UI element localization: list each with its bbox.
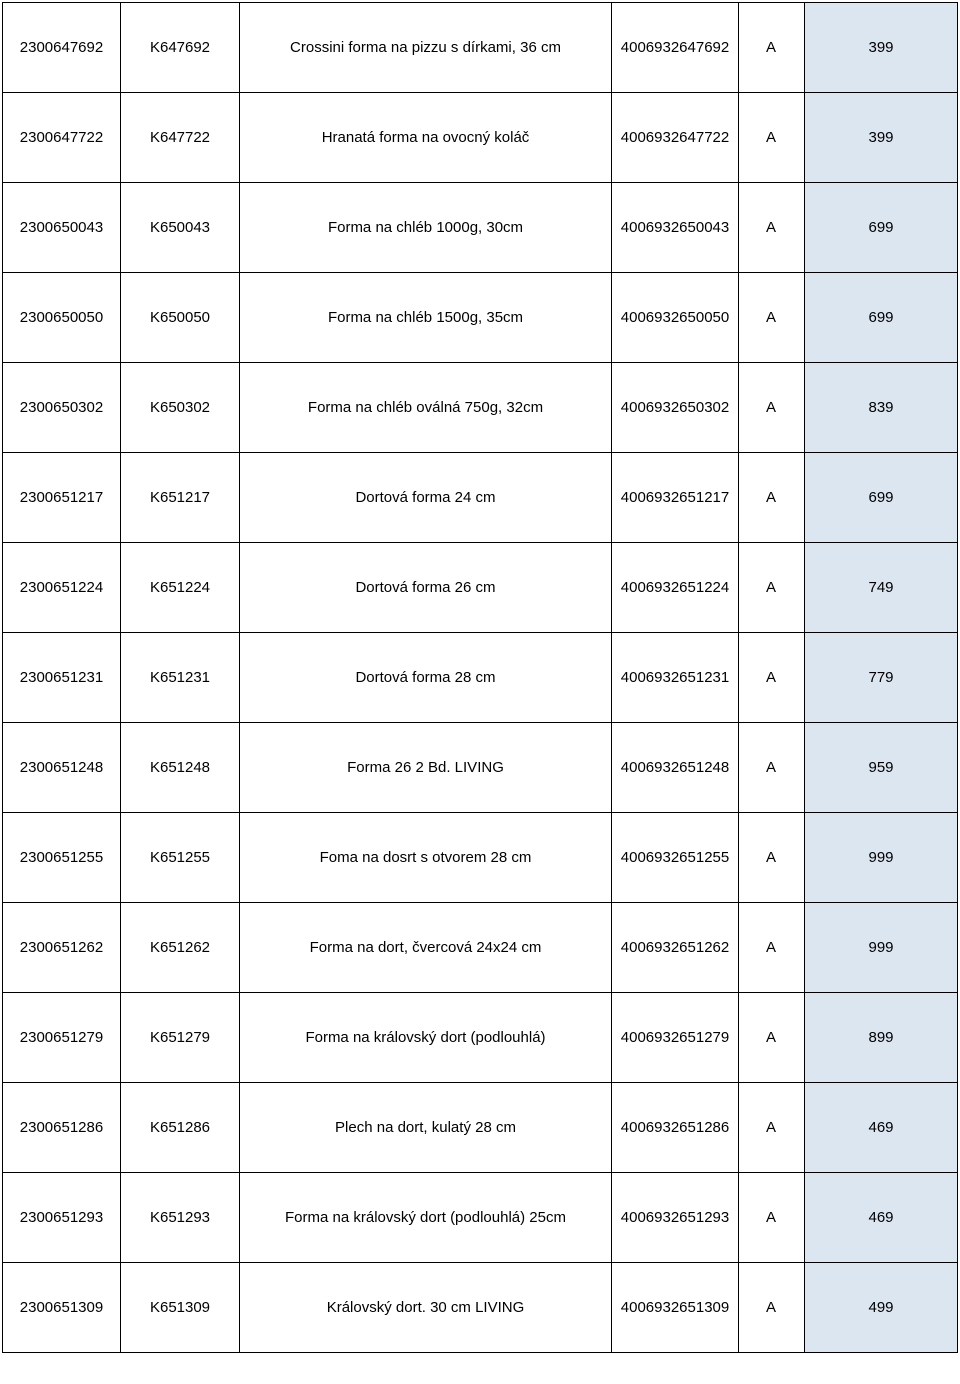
product-name-cell: Forma na chléb 1500g, 35cm [240, 273, 612, 363]
category-cell: A [739, 1083, 805, 1173]
product-name-cell: Forma na královský dort (podlouhlá) [240, 993, 612, 1083]
item-code-cell: 2300651255 [3, 813, 121, 903]
category-cell: A [739, 543, 805, 633]
price-cell: 399 [805, 93, 958, 183]
ref-code-cell: K650302 [121, 363, 240, 453]
item-code-cell: 2300650302 [3, 363, 121, 453]
price-cell: 699 [805, 453, 958, 543]
product-name-cell: Dortová forma 24 cm [240, 453, 612, 543]
ean-cell: 4006932651217 [612, 453, 739, 543]
category-cell: A [739, 273, 805, 363]
ean-cell: 4006932650302 [612, 363, 739, 453]
product-name-cell: Forma 26 2 Bd. LIVING [240, 723, 612, 813]
table-row [3, 1173, 958, 1263]
ref-code-cell: K650043 [121, 183, 240, 273]
ref-code-cell: K647692 [121, 3, 240, 93]
price-cell: 399 [805, 3, 958, 93]
item-code-cell: 2300650050 [3, 273, 121, 363]
ean-cell: 4006932651248 [612, 723, 739, 813]
category-cell: A [739, 1263, 805, 1353]
product-name-cell: Forma na královský dort (podlouhlá) 25cm [240, 1173, 612, 1263]
price-cell: 749 [805, 543, 958, 633]
price-cell: 999 [805, 813, 958, 903]
price-cell: 469 [805, 1173, 958, 1263]
item-code-cell: 2300647722 [3, 93, 121, 183]
category-cell: A [739, 363, 805, 453]
item-code-cell: 2300651293 [3, 1173, 121, 1263]
table-row [3, 903, 958, 993]
category-cell: A [739, 723, 805, 813]
ref-code-cell: K650050 [121, 273, 240, 363]
table-row [3, 723, 958, 813]
category-cell: A [739, 903, 805, 993]
table-row [3, 453, 958, 543]
table-row [3, 93, 958, 183]
category-cell: A [739, 813, 805, 903]
product-name-cell: Hranatá forma na ovocný koláč [240, 93, 612, 183]
table-row [3, 813, 958, 903]
ean-cell: 4006932651309 [612, 1263, 739, 1353]
product-name-cell: Crossini forma na pizzu s dírkami, 36 cm [240, 3, 612, 93]
item-code-cell: 2300651286 [3, 1083, 121, 1173]
ref-code-cell: K651286 [121, 1083, 240, 1173]
ref-code-cell: K651248 [121, 723, 240, 813]
price-cell: 999 [805, 903, 958, 993]
table-row [3, 1263, 958, 1353]
ean-cell: 4006932651286 [612, 1083, 739, 1173]
table-row [3, 3, 958, 93]
table-row [3, 363, 958, 453]
table-row [3, 543, 958, 633]
ean-cell: 4006932650050 [612, 273, 739, 363]
item-code-cell: 2300650043 [3, 183, 121, 273]
price-table [2, 2, 958, 1353]
item-code-cell: 2300651224 [3, 543, 121, 633]
item-code-cell: 2300651231 [3, 633, 121, 723]
ean-cell: 4006932651255 [612, 813, 739, 903]
ref-code-cell: K651262 [121, 903, 240, 993]
ean-cell: 4006932651224 [612, 543, 739, 633]
table-row [3, 993, 958, 1083]
price-cell: 469 [805, 1083, 958, 1173]
price-list-sheet [2, 2, 958, 1353]
ean-cell: 4006932647722 [612, 93, 739, 183]
item-code-cell: 2300651217 [3, 453, 121, 543]
price-cell: 699 [805, 183, 958, 273]
ref-code-cell: K651309 [121, 1263, 240, 1353]
item-code-cell: 2300651279 [3, 993, 121, 1083]
ref-code-cell: K651224 [121, 543, 240, 633]
category-cell: A [739, 183, 805, 273]
category-cell: A [739, 633, 805, 723]
ref-code-cell: K651231 [121, 633, 240, 723]
ean-cell: 4006932651293 [612, 1173, 739, 1263]
price-cell: 779 [805, 633, 958, 723]
price-cell: 959 [805, 723, 958, 813]
category-cell: A [739, 453, 805, 543]
ref-code-cell: K647722 [121, 93, 240, 183]
ean-cell: 4006932651279 [612, 993, 739, 1083]
category-cell: A [739, 993, 805, 1083]
table-row [3, 633, 958, 723]
product-name-cell: Forma na dort, čvercová 24x24 cm [240, 903, 612, 993]
product-name-cell: Plech na dort, kulatý 28 cm [240, 1083, 612, 1173]
ean-cell: 4006932650043 [612, 183, 739, 273]
ean-cell: 4006932647692 [612, 3, 739, 93]
ean-cell: 4006932651262 [612, 903, 739, 993]
ref-code-cell: K651217 [121, 453, 240, 543]
product-name-cell: Forma na chléb 1000g, 30cm [240, 183, 612, 273]
product-name-cell: Dortová forma 26 cm [240, 543, 612, 633]
table-row [3, 1083, 958, 1173]
item-code-cell: 2300651248 [3, 723, 121, 813]
table-row [3, 273, 958, 363]
item-code-cell: 2300651309 [3, 1263, 121, 1353]
ref-code-cell: K651279 [121, 993, 240, 1083]
category-cell: A [739, 1173, 805, 1263]
product-name-cell: Královský dort. 30 cm LIVING [240, 1263, 612, 1353]
product-name-cell: Foma na dosrt s otvorem 28 cm [240, 813, 612, 903]
category-cell: A [739, 93, 805, 183]
item-code-cell: 2300651262 [3, 903, 121, 993]
table-body [3, 3, 958, 1353]
price-cell: 899 [805, 993, 958, 1083]
product-name-cell: Forma na chléb oválná 750g, 32cm [240, 363, 612, 453]
price-cell: 699 [805, 273, 958, 363]
ean-cell: 4006932651231 [612, 633, 739, 723]
category-cell: A [739, 3, 805, 93]
product-name-cell: Dortová forma 28 cm [240, 633, 612, 723]
item-code-cell: 2300647692 [3, 3, 121, 93]
ref-code-cell: K651293 [121, 1173, 240, 1263]
price-cell: 499 [805, 1263, 958, 1353]
ref-code-cell: K651255 [121, 813, 240, 903]
price-cell: 839 [805, 363, 958, 453]
table-row [3, 183, 958, 273]
